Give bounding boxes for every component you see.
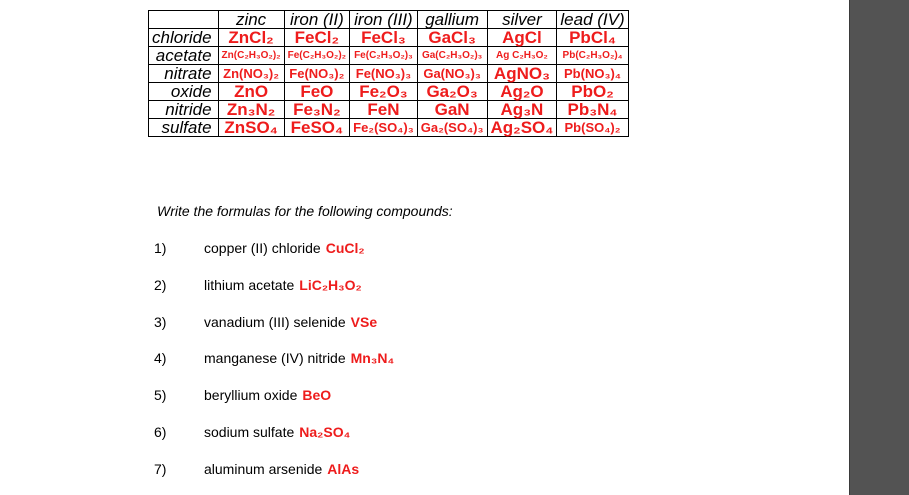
formula-cell: Pb₃N₄: [557, 101, 628, 119]
question-number: 3): [154, 314, 167, 330]
row-header: sulfate: [149, 119, 219, 137]
column-header: zinc: [218, 11, 284, 29]
formula-cell: Pb(NO₃)₄: [557, 65, 628, 83]
column-header: silver: [487, 11, 557, 29]
table-row: [149, 29, 629, 47]
formula-cell: Fe(C₂H₃O₂)₃: [350, 47, 418, 65]
formula-cell: Ag₂SO₄: [487, 119, 557, 137]
table-row: [149, 47, 629, 65]
question-number: 1): [154, 240, 167, 256]
row-header: nitride: [149, 101, 219, 119]
formula-cell: Fe(NO₃)₃: [350, 65, 418, 83]
table-header-row: [149, 11, 629, 29]
question-text: aluminum arsenide: [204, 461, 323, 477]
question-answer: VSe: [350, 314, 378, 330]
question-text: lithium acetate: [204, 277, 295, 293]
formula-cell: Fe(C₂H₃O₂)₂: [284, 47, 350, 65]
formula-cell: FeCl₂: [284, 29, 350, 47]
question-answer: Na₂SO₄: [299, 424, 351, 440]
formula-cell: Ga₂O₃: [417, 83, 487, 101]
formula-cell: Ga(C₂H₃O₂)₃: [417, 47, 487, 65]
formula-cell: Ga₂(SO₄)₃: [417, 119, 487, 137]
questions-title: Write the formulas for the following compounds:: [157, 203, 453, 219]
formula-cell: FeCl₃: [350, 29, 418, 47]
formula-cell: Zn(NO₃)₂: [218, 65, 284, 83]
question-answer: CuCl₂: [325, 240, 365, 256]
formula-cell: FeN: [350, 101, 418, 119]
table-row: [149, 65, 629, 83]
question-number: 5): [154, 387, 167, 403]
formula-cell: Fe₂O₃: [350, 83, 418, 101]
formula-cell: Ag₃N: [487, 101, 557, 119]
viewer-background: [850, 0, 909, 495]
formula-cell: GaCl₃: [417, 29, 487, 47]
formula-cell: Ag C₂H₃O₂: [487, 47, 557, 65]
question-text: vanadium (III) selenide: [204, 314, 346, 330]
row-header: chloride: [149, 29, 219, 47]
table-corner: [149, 11, 219, 29]
question-text: beryllium oxide: [204, 387, 298, 403]
row-header: nitrate: [149, 65, 219, 83]
question-answer: Mn₃N₄: [350, 350, 395, 366]
column-header: lead (IV): [557, 11, 628, 29]
formula-cell: FeSO₄: [284, 119, 350, 137]
table-row: [149, 119, 629, 137]
row-header: acetate: [149, 47, 219, 65]
formula-cell: PbCl₄: [557, 29, 628, 47]
formula-cell: FeO: [284, 83, 350, 101]
formula-cell: Zn₃N₂: [218, 101, 284, 119]
table-row: [149, 101, 629, 119]
row-header: oxide: [149, 83, 219, 101]
question-text: sodium sulfate: [204, 424, 295, 440]
formula-cell: Zn(C₂H₃O₂)₂: [218, 47, 284, 65]
formula-cell: GaN: [417, 101, 487, 119]
question-answer: LiC₂H₃O₂: [299, 277, 362, 293]
question-text: manganese (IV) nitride: [204, 350, 346, 366]
salt-formula-table: [148, 10, 629, 137]
formula-cell: Fe(NO₃)₂: [284, 65, 350, 83]
formula-cell: Ag₂O: [487, 83, 557, 101]
formula-cell: ZnSO₄: [218, 119, 284, 137]
formula-cell: Pb(C₂H₃O₂)₄: [557, 47, 628, 65]
formula-cell: ZnCl₂: [218, 29, 284, 47]
question-number: 4): [154, 350, 167, 366]
table-row: [149, 83, 629, 101]
formula-cell: Ga(NO₃)₃: [417, 65, 487, 83]
question-text: copper (II) chloride: [204, 240, 321, 256]
formula-cell: Fe₃N₂: [284, 101, 350, 119]
formula-cell: AgCl: [487, 29, 557, 47]
formula-cell: PbO₂: [557, 83, 628, 101]
question-answer: BeO: [302, 387, 332, 403]
column-header: gallium: [417, 11, 487, 29]
column-header: iron (II): [284, 11, 350, 29]
formula-cell: AgNO₃: [487, 65, 557, 83]
formula-cell: Pb(SO₄)₂: [557, 119, 628, 137]
question-number: 6): [154, 424, 167, 440]
column-header: iron (III): [350, 11, 418, 29]
question-number: 2): [154, 277, 167, 293]
question-answer: AlAs: [327, 461, 360, 477]
question-number: 7): [154, 461, 167, 477]
formula-cell: Fe₂(SO₄)₃: [350, 119, 418, 137]
formula-cell: ZnO: [218, 83, 284, 101]
